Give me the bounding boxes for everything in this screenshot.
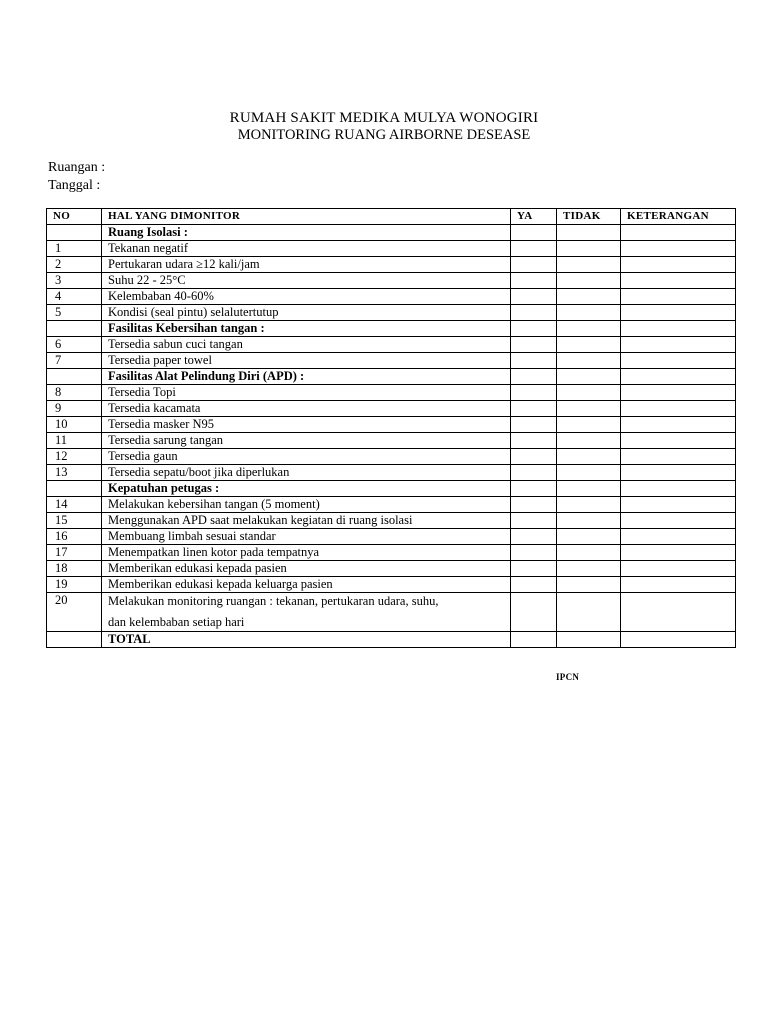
- row-number: 3: [47, 273, 102, 289]
- tidak-cell[interactable]: [557, 593, 621, 632]
- table-row: [47, 545, 736, 561]
- keterangan-cell[interactable]: [621, 417, 736, 433]
- keterangan-cell[interactable]: [621, 225, 736, 241]
- monitored-item: Tersedia sepatu/boot jika diperlukan: [102, 465, 511, 481]
- row-number: 7: [47, 353, 102, 369]
- monitored-item: Tersedia masker N95: [102, 417, 511, 433]
- monitored-item: Pertukaran udara ≥12 kali/jam: [102, 257, 511, 273]
- keterangan-cell[interactable]: [621, 257, 736, 273]
- section-heading: Fasilitas Alat Pelindung Diri (APD) :: [102, 369, 511, 385]
- monitored-item: Kondisi (seal pintu) selalutertutup: [102, 305, 511, 321]
- table-row: [47, 577, 736, 593]
- ya-cell[interactable]: [511, 289, 557, 305]
- section-row: [47, 481, 736, 497]
- row-number: 11: [47, 433, 102, 449]
- row-number: 15: [47, 513, 102, 529]
- section-row: [47, 369, 736, 385]
- col-header-ya: YA: [511, 209, 557, 225]
- tidak-cell[interactable]: [557, 497, 621, 513]
- monitored-item: Menempatkan linen kotor pada tempatnya: [102, 545, 511, 561]
- tidak-cell[interactable]: [557, 353, 621, 369]
- keterangan-cell[interactable]: [621, 321, 736, 337]
- row-number: 4: [47, 289, 102, 305]
- ya-cell[interactable]: [511, 273, 557, 289]
- row-number: 18: [47, 561, 102, 577]
- tidak-cell[interactable]: [557, 289, 621, 305]
- keterangan-cell[interactable]: [621, 289, 736, 305]
- table-row: [47, 561, 736, 577]
- keterangan-cell[interactable]: [621, 545, 736, 561]
- keterangan-cell[interactable]: [621, 449, 736, 465]
- row-number: 13: [47, 465, 102, 481]
- tidak-cell[interactable]: [557, 529, 621, 545]
- tidak-cell[interactable]: [557, 385, 621, 401]
- row-number: 8: [47, 385, 102, 401]
- monitored-item: Tersedia paper towel: [102, 353, 511, 369]
- monitored-item: Memberikan edukasi kepada pasien: [102, 561, 511, 577]
- ya-cell[interactable]: [511, 577, 557, 593]
- tidak-cell[interactable]: [557, 257, 621, 273]
- table-header-row: [47, 209, 736, 225]
- col-header-item: HAL YANG DIMONITOR: [102, 209, 511, 225]
- keterangan-cell[interactable]: [621, 353, 736, 369]
- tidak-cell[interactable]: [557, 433, 621, 449]
- section-row: [47, 632, 736, 648]
- row-number: [47, 321, 102, 337]
- row-number: 6: [47, 337, 102, 353]
- monitored-item: Memberikan edukasi kepada keluarga pasien: [102, 577, 511, 593]
- monitored-item: Tersedia sabun cuci tangan: [102, 337, 511, 353]
- keterangan-cell[interactable]: [621, 593, 736, 632]
- monitored-item: Tersedia Topi: [102, 385, 511, 401]
- tidak-cell[interactable]: [557, 369, 621, 385]
- col-header-no: NO: [47, 209, 102, 225]
- section-row: [47, 321, 736, 337]
- row-number: 1: [47, 241, 102, 257]
- table-row: [47, 417, 736, 433]
- keterangan-cell[interactable]: [621, 305, 736, 321]
- table-row: [47, 449, 736, 465]
- tidak-cell[interactable]: [557, 321, 621, 337]
- ya-cell[interactable]: [511, 465, 557, 481]
- tidak-cell[interactable]: [557, 561, 621, 577]
- row-number: [47, 632, 102, 648]
- table-row: [47, 337, 736, 353]
- ruangan-label: Ruangan :: [48, 160, 106, 175]
- ya-cell[interactable]: [511, 481, 557, 497]
- keterangan-cell[interactable]: [621, 497, 736, 513]
- ya-cell[interactable]: [511, 241, 557, 257]
- row-number: 16: [47, 529, 102, 545]
- tidak-cell[interactable]: [557, 632, 621, 648]
- tidak-cell[interactable]: [557, 337, 621, 353]
- table-row: [47, 513, 736, 529]
- table-row: [47, 593, 736, 632]
- ya-cell[interactable]: [511, 449, 557, 465]
- tidak-cell[interactable]: [557, 417, 621, 433]
- tanggal-field: [48, 178, 100, 194]
- ya-cell[interactable]: [511, 632, 557, 648]
- row-number: 5: [47, 305, 102, 321]
- ya-cell[interactable]: [511, 305, 557, 321]
- section-heading: Ruang Isolasi :: [102, 225, 511, 241]
- section-heading: TOTAL: [102, 632, 511, 648]
- table-row: [47, 529, 736, 545]
- ya-cell[interactable]: [511, 321, 557, 337]
- ya-cell[interactable]: [511, 385, 557, 401]
- monitored-item: Membuang limbah sesuai standar: [102, 529, 511, 545]
- ya-cell[interactable]: [511, 529, 557, 545]
- row-number: [47, 481, 102, 497]
- row-number: 9: [47, 401, 102, 417]
- monitored-item-line2: dan kelembaban setiap hari: [108, 615, 245, 629]
- hospital-title: RUMAH SAKIT MEDIKA MULYA WONOGIRI: [229, 110, 539, 126]
- table-row: [47, 401, 736, 417]
- ya-cell[interactable]: [511, 225, 557, 241]
- table-body: [47, 225, 736, 648]
- ya-cell[interactable]: [511, 513, 557, 529]
- ya-cell[interactable]: [511, 401, 557, 417]
- tanggal-label: Tanggal :: [48, 178, 101, 193]
- form-title: MONITORING RUANG AIRBORNE DESEASE: [237, 127, 531, 143]
- row-number: 2: [47, 257, 102, 273]
- keterangan-cell[interactable]: [621, 385, 736, 401]
- table-row: [47, 241, 736, 257]
- keterangan-cell[interactable]: [621, 481, 736, 497]
- monitored-item: Tersedia sarung tangan: [102, 433, 511, 449]
- row-number: 10: [47, 417, 102, 433]
- row-number: 17: [47, 545, 102, 561]
- monitored-item: [102, 593, 511, 632]
- tidak-cell[interactable]: [557, 273, 621, 289]
- ya-cell[interactable]: [511, 433, 557, 449]
- row-number: [47, 369, 102, 385]
- keterangan-cell[interactable]: [621, 561, 736, 577]
- row-number: 20: [47, 593, 102, 632]
- keterangan-cell[interactable]: [621, 369, 736, 385]
- table-row: [47, 257, 736, 273]
- col-header-tidak: TIDAK: [557, 209, 621, 225]
- keterangan-cell[interactable]: [621, 465, 736, 481]
- keterangan-cell[interactable]: [621, 632, 736, 648]
- tidak-cell[interactable]: [557, 545, 621, 561]
- ya-cell[interactable]: [511, 337, 557, 353]
- monitored-item: Tekanan negatif: [102, 241, 511, 257]
- monitored-item: Menggunakan APD saat melakukan kegiatan di ruang isolasi: [102, 513, 511, 529]
- row-number: [47, 225, 102, 241]
- keterangan-cell[interactable]: [621, 513, 736, 529]
- ya-cell[interactable]: [511, 417, 557, 433]
- ya-cell[interactable]: [511, 369, 557, 385]
- row-number: 19: [47, 577, 102, 593]
- table-row: [47, 433, 736, 449]
- ya-cell[interactable]: [511, 353, 557, 369]
- ya-cell[interactable]: [511, 593, 557, 632]
- monitored-item: Kelembaban 40-60%: [102, 289, 511, 305]
- row-number: 12: [47, 449, 102, 465]
- table-row: [47, 305, 736, 321]
- monitored-item: Melakukan kebersihan tangan (5 moment): [102, 497, 511, 513]
- table-row: [47, 465, 736, 481]
- table-row: [47, 273, 736, 289]
- keterangan-cell[interactable]: [621, 577, 736, 593]
- monitored-item: Tersedia kacamata: [102, 401, 511, 417]
- ya-cell[interactable]: [511, 561, 557, 577]
- table-row: [47, 289, 736, 305]
- tidak-cell[interactable]: [557, 241, 621, 257]
- ya-cell[interactable]: [511, 497, 557, 513]
- section-heading: Fasilitas Kebersihan tangan :: [102, 321, 511, 337]
- ya-cell[interactable]: [511, 545, 557, 561]
- ya-cell[interactable]: [511, 257, 557, 273]
- tidak-cell[interactable]: [557, 449, 621, 465]
- monitoring-table: [46, 208, 736, 648]
- table-row: [47, 497, 736, 513]
- keterangan-cell[interactable]: [621, 433, 736, 449]
- tidak-cell[interactable]: [557, 481, 621, 497]
- section-heading: Kepatuhan petugas :: [102, 481, 511, 497]
- ruangan-field: [48, 160, 105, 176]
- tidak-cell[interactable]: [557, 305, 621, 321]
- row-number: 14: [47, 497, 102, 513]
- tidak-cell[interactable]: [557, 401, 621, 417]
- section-row: [47, 225, 736, 241]
- table-row: [47, 385, 736, 401]
- keterangan-cell[interactable]: [621, 529, 736, 545]
- monitored-item-line1: Melakukan monitoring ruangan : tekanan, pertukaran udara, suhu,: [108, 594, 439, 608]
- tidak-cell[interactable]: [557, 225, 621, 241]
- keterangan-cell[interactable]: [621, 273, 736, 289]
- ipcn-signature-label: IPCN: [556, 672, 580, 682]
- monitored-item: Suhu 22 - 25°C: [102, 273, 511, 289]
- tidak-cell[interactable]: [557, 465, 621, 481]
- tidak-cell[interactable]: [557, 513, 621, 529]
- col-header-keterangan: KETERANGAN: [621, 209, 736, 225]
- keterangan-cell[interactable]: [621, 337, 736, 353]
- keterangan-cell[interactable]: [621, 401, 736, 417]
- tidak-cell[interactable]: [557, 577, 621, 593]
- monitored-item: Tersedia gaun: [102, 449, 511, 465]
- keterangan-cell[interactable]: [621, 241, 736, 257]
- table-row: [47, 353, 736, 369]
